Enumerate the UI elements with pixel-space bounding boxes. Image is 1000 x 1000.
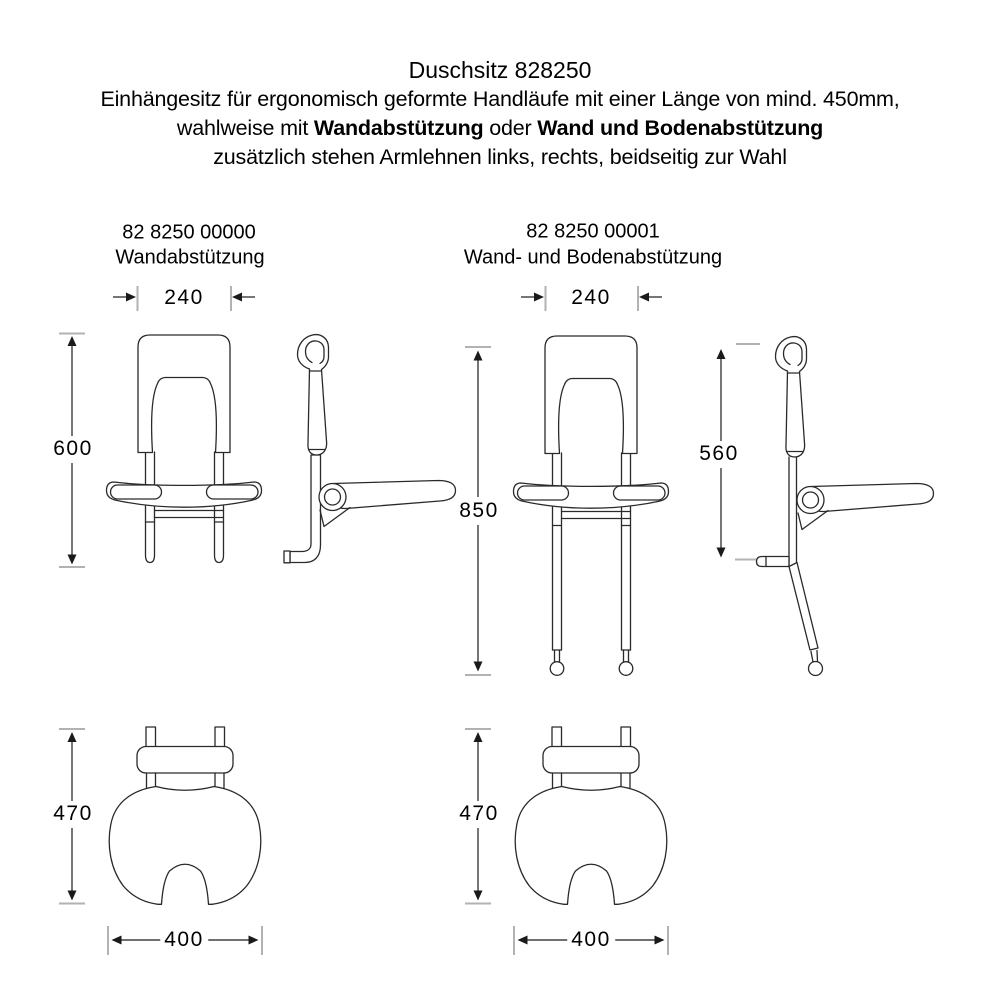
dim-label-height-left: 600 <box>49 437 97 461</box>
variant-left-name: Wandabstützung <box>115 246 265 269</box>
dim-label-wall-height-right: 560 <box>695 442 743 466</box>
dim-label-depth-right: 470 <box>455 802 503 826</box>
desc2-option-wall-floor: Wand und Bodenabstützung <box>537 116 824 140</box>
dim-label-seat-width-right: 400 <box>567 928 615 952</box>
variant-right-name: Wand- und Bodenabstützung <box>463 246 723 269</box>
top-view-wall-floor <box>515 727 667 904</box>
dim-label-width-right: 240 <box>567 286 615 310</box>
side-view-wall-floor <box>757 337 934 676</box>
page-title: Duschsitz 828250 <box>408 57 592 83</box>
dim-label-height-right: 850 <box>455 499 503 523</box>
desc2-option-wall: Wandabstützung <box>313 116 484 140</box>
side-view-wall <box>284 335 456 563</box>
front-view-wall <box>107 335 262 563</box>
top-view-wall <box>109 727 261 904</box>
variant-right-code: 82 8250 00001 <box>526 220 660 243</box>
description-line-1: Einhängesitz für ergonomisch geformte Handläufe mit einer Länge von mind. 450mm, <box>100 87 900 111</box>
desc2-pre: wahlweise mit <box>176 116 314 140</box>
dim-label-depth-left: 470 <box>49 802 97 826</box>
dim-label-seat-width-left: 400 <box>160 928 208 952</box>
front-view-wall-floor <box>514 336 669 675</box>
dim-label-width-left: 240 <box>160 286 208 310</box>
variant-left-code: 82 8250 00000 <box>122 221 256 244</box>
desc2-mid: oder <box>483 116 538 140</box>
description-line-3: zusätzlich stehen Armlehnen links, rechts, beidseitig zur Wahl <box>213 145 787 169</box>
